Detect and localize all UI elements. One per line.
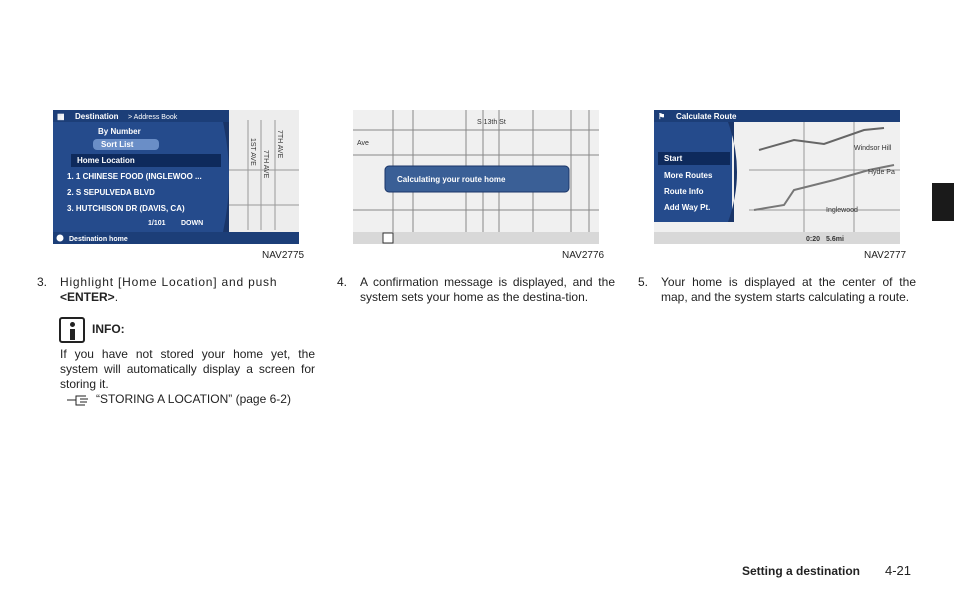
nav2775-header: Destination xyxy=(75,112,119,121)
nav2775-grid-icon: ▦ xyxy=(57,112,65,121)
svg-text:1ST AVE: 1ST AVE xyxy=(249,138,256,166)
nav2775-item-sort-list[interactable]: Sort List xyxy=(101,140,134,149)
info-label: INFO: xyxy=(92,322,125,336)
nav2777-item-more-routes[interactable]: More Routes xyxy=(664,171,713,180)
info-text: If you have not stored your home yet, the system will automatically display a screen for storing it. xyxy=(60,347,315,391)
col2-step-text: A confirmation message is displayed, and the system sets your home as the destina-tion. xyxy=(360,275,615,304)
nav2775-item-1[interactable]: 1. 1 CHINESE FOOD (INGLEWOO ... xyxy=(67,172,202,181)
nav2775-page-indicator: 1/101 xyxy=(148,220,166,227)
nav2777-time: 0:20 xyxy=(806,236,821,243)
nav2777-distance: 5.6mi xyxy=(826,236,844,243)
col2-step xyxy=(337,275,615,305)
nav2777-windsor-hills: Windsor Hill xyxy=(854,145,892,152)
col3-step xyxy=(638,275,916,305)
screenshot-nav2775 xyxy=(53,110,299,244)
footer-section: Setting a destination xyxy=(742,564,861,578)
info-icon xyxy=(59,317,85,343)
reference-hand-icon xyxy=(66,393,90,407)
svg-text:S 13th St: S 13th St xyxy=(477,119,506,126)
nav2777-header: Calculate Route xyxy=(676,112,737,121)
svg-text:7TH AVE: 7TH AVE xyxy=(262,150,269,179)
col1-step-enter: <ENTER> xyxy=(60,290,115,304)
nav2775-item-by-number[interactable]: By Number xyxy=(98,127,141,136)
nav2775-down[interactable]: DOWN xyxy=(181,220,204,227)
nav2775-item-3[interactable]: 3. HUTCHISON DR (DAVIS, CA) xyxy=(67,204,185,213)
footer-page-number: 4-21 xyxy=(885,563,912,578)
svg-text:Ave: Ave xyxy=(357,140,369,147)
col1-step-num: 3. xyxy=(37,275,48,289)
nav2777-flag-icon: ⚑ xyxy=(658,112,666,121)
caption-nav2777: NAV2777 xyxy=(864,250,907,261)
nav2775-footer: Destination home xyxy=(69,236,128,243)
nav2776-message: Calculating your route home xyxy=(397,175,506,184)
nav2775-item-2[interactable]: 2. S SEPULVEDA BLVD xyxy=(67,188,155,197)
caption-nav2776: NAV2776 xyxy=(562,250,605,261)
caption-nav2775: NAV2775 xyxy=(262,250,305,261)
col1-step xyxy=(37,275,315,305)
nav2775-header-sub: > Address Book xyxy=(128,114,178,121)
chapter-tab xyxy=(932,183,954,221)
home-icon xyxy=(383,233,393,243)
nav2775-item-home-location[interactable]: Home Location xyxy=(77,156,135,165)
col1-step-period: . xyxy=(114,290,119,304)
nav2777-item-start[interactable]: Start xyxy=(664,154,683,163)
nav2777-hyde-park: Hyde Pa xyxy=(868,169,895,176)
screenshot-nav2776 xyxy=(353,110,599,244)
screenshot-nav2777 xyxy=(654,110,900,244)
info-icon xyxy=(57,235,64,242)
nav2777-item-add-way-pt[interactable]: Add Way Pt. xyxy=(664,203,711,212)
nav2777-inglewood: Inglewood xyxy=(826,207,858,214)
nav2777-item-route-info[interactable]: Route Info xyxy=(664,187,704,196)
col2-step-num: 4. xyxy=(337,275,348,289)
ref-link[interactable]: “STORING A LOCATION” (page 6-2) xyxy=(96,392,291,406)
col3-step-num: 5. xyxy=(638,275,649,289)
svg-text:7TH AVE: 7TH AVE xyxy=(276,130,283,159)
col1-step-text-a: Highlight [Home Location] and push xyxy=(60,275,278,289)
col3-step-text: Your home is displayed at the center of the map, and the system starts calculating a route. xyxy=(661,275,916,304)
